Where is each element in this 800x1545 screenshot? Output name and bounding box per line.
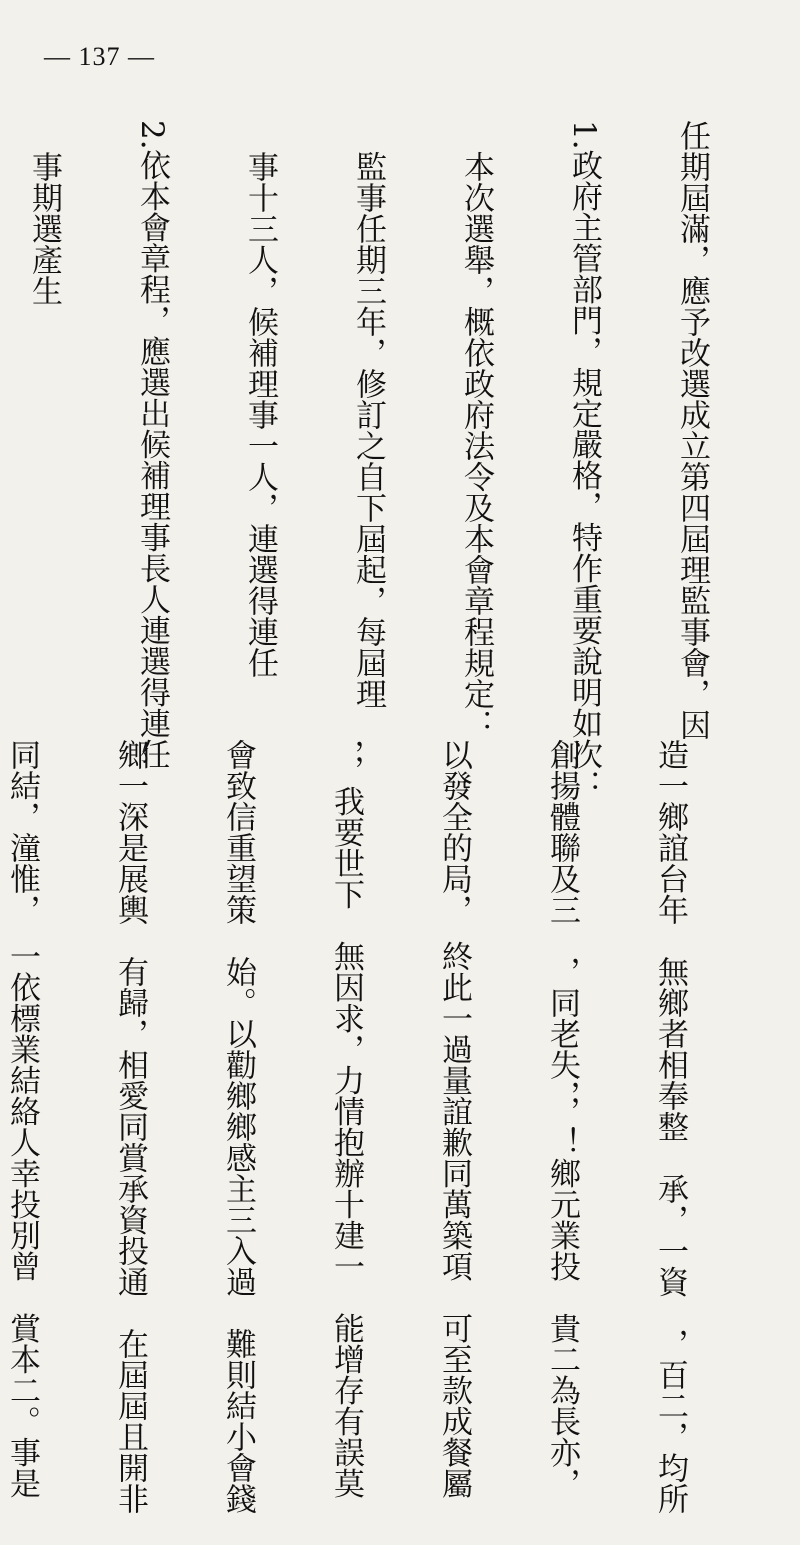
text-column: 以發全的局， 終此一過量誼歉同萬築項 可至款成餐屬	[436, 708, 472, 1499]
text-column: 事期選產生	[26, 120, 62, 554]
upper-text-block	[0, 120, 782, 801]
text-column: 造一鄉誼台年 無鄉者相奉整 承，一資 ，百二，均所	[652, 708, 688, 1514]
text-column: 1.政府主管部門，規定嚴格，特作重要說明如次：	[566, 120, 602, 801]
text-column: 監事任期三年，修訂之自下屆起，每屆理	[350, 120, 386, 709]
text-column: 任期屆滿，應予改選成立第四屆理監事會，因	[674, 120, 710, 740]
text-column: 事十三人，候補理事一人，連選得連任	[242, 120, 278, 678]
text-column: 創揚體聯及三 ，同老失，，！鄉元業投 貴二為長亦，	[544, 708, 580, 1499]
text-column: 同結，潼惟， 一依標業結絡人幸投別曾 賞本二。事是	[4, 708, 40, 1499]
text-column: 2.依本會章程，應選出候補理事長人連選得連任	[134, 120, 170, 770]
text-column: 鄉一深是展輿 有歸，相愛同賞承資投通 在屆屆且開非	[112, 708, 148, 1514]
page-number: — 137 —	[44, 42, 155, 71]
text-column: 本次選舉，概依政府法令及本會章程規定：	[458, 120, 494, 740]
text-column: ，，我要世下 無因求，力情抱辦十建一 能增存有誤莫	[328, 708, 364, 1499]
text-column: 會致信重望策 始。以勸鄉鄉感主三入過 難則結小會錢	[220, 708, 256, 1514]
lower-text-block	[0, 708, 760, 1514]
